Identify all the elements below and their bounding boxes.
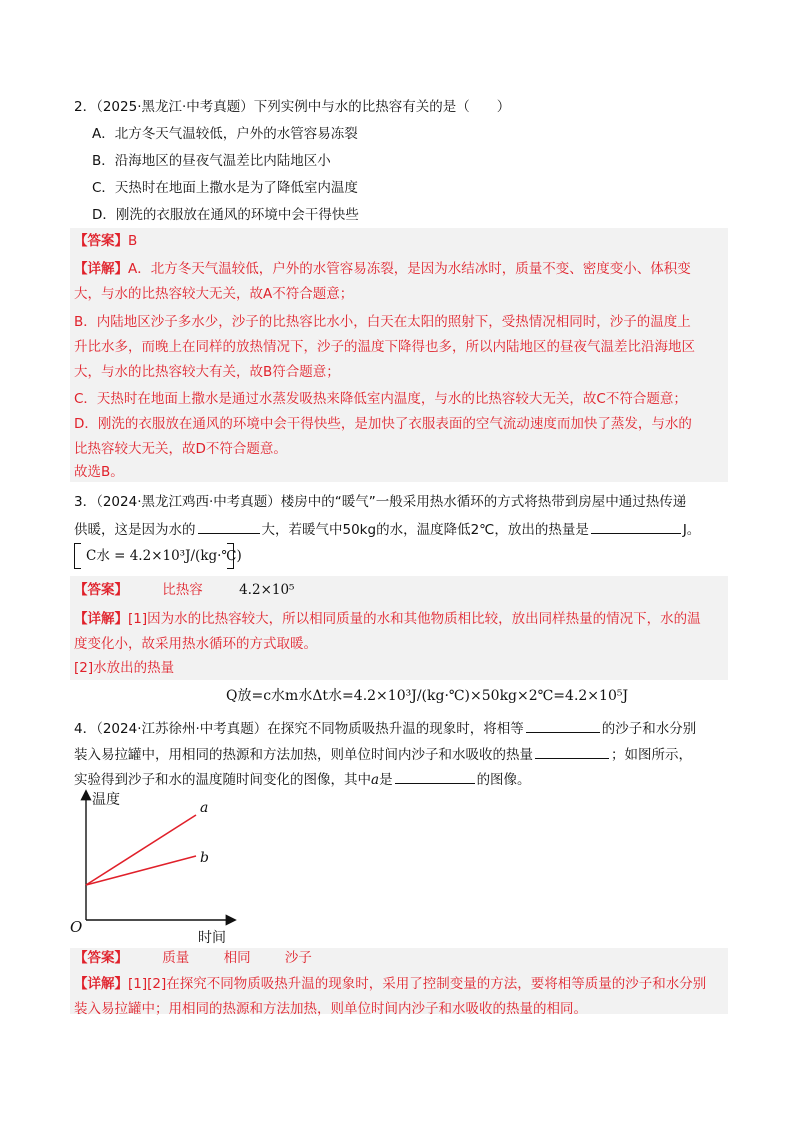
stem-text: 是 [379, 772, 393, 788]
q2-option-c: C．天热时在地面上撒水是为了降低室内温度 [92, 180, 358, 196]
q4-detail-line [74, 974, 706, 994]
detail-text: A．北方冬天气温较低，户外的水管容易冻裂，是因为水结冰时，质量不变、密度变小、体积变 [128, 261, 691, 277]
q3-detail-line: 度变化小，故采用热水循环的方式取暖。 [74, 636, 317, 652]
q3-detail-line [74, 609, 701, 629]
q3-detail-line: [2]水放出的热量 [74, 660, 175, 676]
answer-tag: 【答案】 [74, 582, 128, 598]
answer-value: 质量 [162, 950, 190, 966]
detail-tag: 【详解】 [74, 261, 128, 277]
q2-detail-line [74, 259, 691, 279]
answer-tag: 【答案】 [74, 233, 128, 249]
stem-text: ；如图所示， [611, 747, 692, 763]
detail-tag: 【详解】 [74, 976, 128, 992]
q3-answer [74, 580, 294, 600]
temperature-time-graph [66, 788, 246, 948]
stem-text: 大，若暖气中50kg的水，温度降低2℃，放出的热量是 [261, 522, 589, 538]
q2-option-a: A．北方冬天气温较低，户外的水管容易冻裂 [92, 126, 358, 142]
detail-tag: 【详解】 [74, 611, 128, 627]
q2-detail-line: 故选B。 [74, 464, 124, 480]
answer-blank[interactable] [526, 718, 600, 733]
q3-formula: Q放=c水m水Δt水=4.2×10³J/(kg·℃)×50kg×2℃=4.2×10⁵J [226, 688, 629, 704]
q2-detail-line: 升比水多，而晚上在同样的放热情况下，沙子的温度下降得也多，所以内陆地区的昼夜气温差比沿海地区 [74, 339, 695, 355]
answer-value: 沙子 [284, 950, 312, 966]
q2-option-d: D．刚洗的衣服放在通风的环境中会干得快些 [92, 207, 359, 223]
stem-text: 的沙子和水分别 [601, 721, 697, 737]
answer-value: 相同 [223, 950, 251, 966]
answer-value: 4.2×10⁵ [239, 582, 295, 598]
x-axis-label: 时间 [198, 930, 226, 946]
q2-detail-line: 大，与水的比热容较大有关，故B符合题意； [74, 364, 340, 380]
stem-text: 4．（2024·江苏徐州·中考真题）在探究不同物质吸热升温的现象时，将相等 [74, 721, 524, 737]
stem-text: 的图像。 [476, 772, 531, 788]
q3-given: C水 = 4.2×10³J/(kg·℃) [86, 548, 242, 564]
line-b [86, 856, 196, 885]
q2-detail-line: C．天热时在地面上撒水是通过水蒸发吸热来降低室内温度，与水的比热容较大无关，故C不符合题意； [74, 391, 687, 407]
stem-text: 供暖，这是因为水的 [74, 522, 196, 538]
answer-blank[interactable] [198, 519, 260, 534]
q4-stem-line2 [74, 744, 692, 765]
answer-value: 比热容 [162, 582, 203, 598]
q2-answer [74, 231, 137, 251]
answer-blank[interactable] [395, 769, 475, 784]
q2-option-b: B．沿海地区的昼夜气温差比内陆地区小 [92, 153, 331, 169]
stem-text: 装入易拉罐中，用相同的热源和方法加热，则单位时间内沙子和水吸收的热量 [74, 747, 533, 763]
q4-answer [74, 948, 312, 968]
q2-detail-line: 大，与水的比热容较大无关，故A不符合题意； [74, 286, 354, 302]
q4-stem-line1 [74, 718, 696, 739]
line-a-label: a [200, 800, 209, 816]
q2-stem: 2．（2025·黑龙江·中考真题）下列实例中与水的比热容有关的是（ ） [74, 99, 511, 115]
q4-detail-line: 装入易拉罐中；用相同的热源和方法加热，则单位时间内沙子和水吸收的热量的相同。 [74, 1001, 587, 1017]
stem-text: J。 [682, 522, 701, 538]
q2-detail-line: 比热容较大无关，故D不符合题意。 [74, 441, 287, 457]
variable-a: a [371, 772, 380, 788]
q4-stem-line3 [74, 769, 531, 790]
y-axis-label: 温度 [92, 792, 120, 808]
q3-stem-line2 [74, 519, 700, 540]
answer-tag: 【答案】 [74, 950, 128, 966]
q2-detail-line: D．刚洗的衣服放在通风的环境中会干得快些，是加快了衣服表面的空气流动速度而加快了蒸发，与水的 [74, 416, 692, 432]
detail-text: [1]因为水的比热容较大，所以相同质量的水和其他物质相比较，放出同样热量的情况下，水的温 [128, 611, 701, 627]
answer-value: B [128, 233, 138, 249]
answer-blank[interactable] [591, 519, 681, 534]
detail-text: [1][2]在探究不同物质吸热升温的现象时，采用了控制变量的方法，要将相等质量的沙子和水分别 [128, 976, 707, 992]
q2-detail-line: B．内陆地区沙子多水少，沙子的比热容比水小，白天在太阳的照射下，受热情况相同时，沙子的温度上 [74, 314, 691, 330]
line-b-label: b [200, 850, 209, 866]
answer-blank[interactable] [535, 744, 609, 759]
stem-text: 实验得到沙子和水的温度随时间变化的图像，其中 [74, 772, 371, 788]
origin-label: O [70, 918, 83, 936]
line-a [86, 815, 196, 885]
q3-stem-line1: 3．（2024·黑龙江鸡西·中考真题）楼房中的“暖气”一般采用热水循环的方式将热带到房屋中通过热传递 [74, 494, 687, 510]
